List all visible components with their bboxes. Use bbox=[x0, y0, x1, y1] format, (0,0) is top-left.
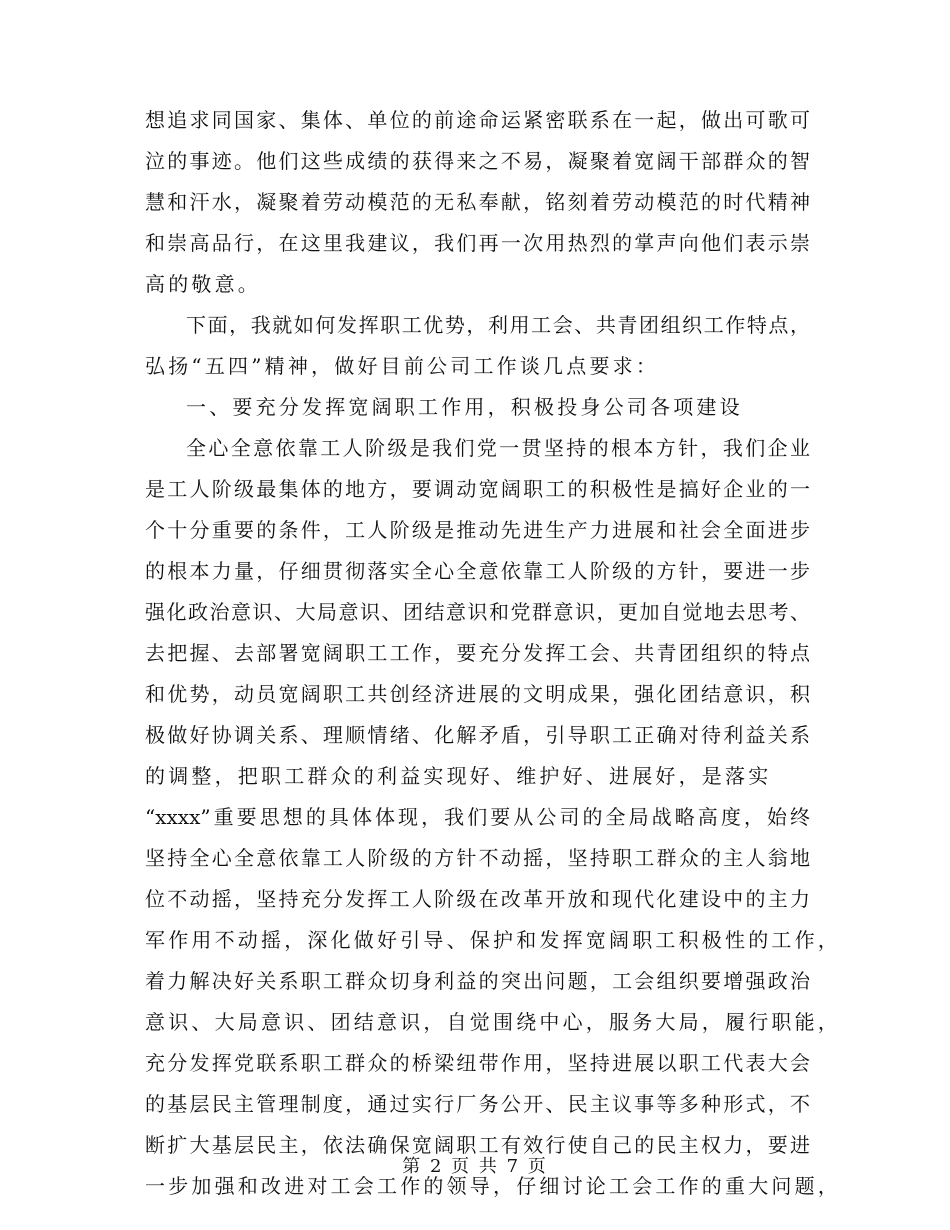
text-line: 是工人阶级最集体的地方，要调动宽阔职工的积极性是搞好企业的一 bbox=[145, 477, 810, 501]
paragraph-first-line: 全心全意依靠工人阶级是我们党一贯坚持的根本方针，我们企业 bbox=[186, 436, 810, 460]
text-line: 军作用不动摇，深化做好引导、保护和发挥宽阔职工积极性的工作， bbox=[145, 928, 841, 952]
text-line: 泣的事迹。他们这些成绩的获得来之不易，凝聚着宽阔干部群众的智 bbox=[145, 149, 810, 173]
text-line: 断扩大基层民主，依法确保宽阔职工有效行使自己的民主权力，要进 bbox=[145, 1133, 810, 1157]
text-line: 个十分重要的条件，工人阶级是推动先进生产力进展和社会全面进步 bbox=[145, 518, 810, 542]
text-line: 着力解决好关系职工群众切身利益的突出问题，工会组织要增强政治 bbox=[145, 969, 810, 993]
text-line: 去把握、去部署宽阔职工工作，要充分发挥工会、共青团组织的特点 bbox=[145, 641, 810, 665]
text-line: 极做好协调关系、理顺情绪、化解矛盾，引导职工正确对待利益关系 bbox=[145, 723, 810, 747]
text-line: 的基层民主管理制度，通过实行厂务公开、民主议事等多种形式，不 bbox=[145, 1092, 810, 1116]
paragraph-first-line: 下面，我就如何发挥职工优势，利用工会、共青团组织工作特点， bbox=[186, 313, 810, 337]
text-line: 一步加强和改进对工会工作的领导，仔细讨论工会工作的重大问题， bbox=[145, 1174, 841, 1198]
text-line: 高的敬意。 bbox=[145, 272, 261, 296]
text-line: 位不动摇，坚持充分发挥工人阶级在改革开放和现代化建设中的主力 bbox=[145, 887, 810, 911]
text-line: 弘扬“五四”精神，做好目前公司工作谈几点要求： bbox=[145, 354, 660, 378]
text-line: 和优势，动员宽阔职工共创经济进展的文明成果，强化团结意识，积 bbox=[145, 682, 810, 706]
page-number-footer: 第 2 页 共 7 页 bbox=[402, 1156, 548, 1177]
text-line: 意识、大局意识、团结意识，自觉围绕中心，服务大局，履行职能， bbox=[145, 1010, 841, 1034]
document-body bbox=[145, 100, 841, 1207]
text-line: 坚持全心全意依靠工人阶级的方针不动摇，坚持职工群众的主人翁地 bbox=[145, 846, 810, 870]
text-line: 充分发挥党联系职工群众的桥梁纽带作用，坚持进展以职工代表大会 bbox=[145, 1051, 810, 1075]
text-line: “xxxx”重要思想的具体体现，我们要从公司的全局战略高度，始终 bbox=[145, 805, 810, 829]
text-line: 和崇高品行，在这里我建议，我们再一次用热烈的掌声向他们表示崇 bbox=[145, 231, 810, 255]
section-heading: 一、要充分发挥宽阔职工作用，积极投身公司各项建设 bbox=[186, 395, 743, 419]
text-line: 想追求同国家、集体、单位的前途命运紧密联系在一起，做出可歌可 bbox=[145, 108, 810, 132]
text-line: 慧和汗水，凝聚着劳动模范的无私奉献，铭刻着劳动模范的时代精神 bbox=[145, 190, 810, 214]
text-line: 的调整，把职工群众的利益实现好、维护好、进展好，是落实 bbox=[145, 764, 772, 788]
text-line: 的根本力量，仔细贯彻落实全心全意依靠工人阶级的方针，要进一步 bbox=[145, 559, 810, 583]
text-line: 强化政治意识、大局意识、团结意识和党群意识，更加自觉地去思考、 bbox=[145, 600, 810, 624]
